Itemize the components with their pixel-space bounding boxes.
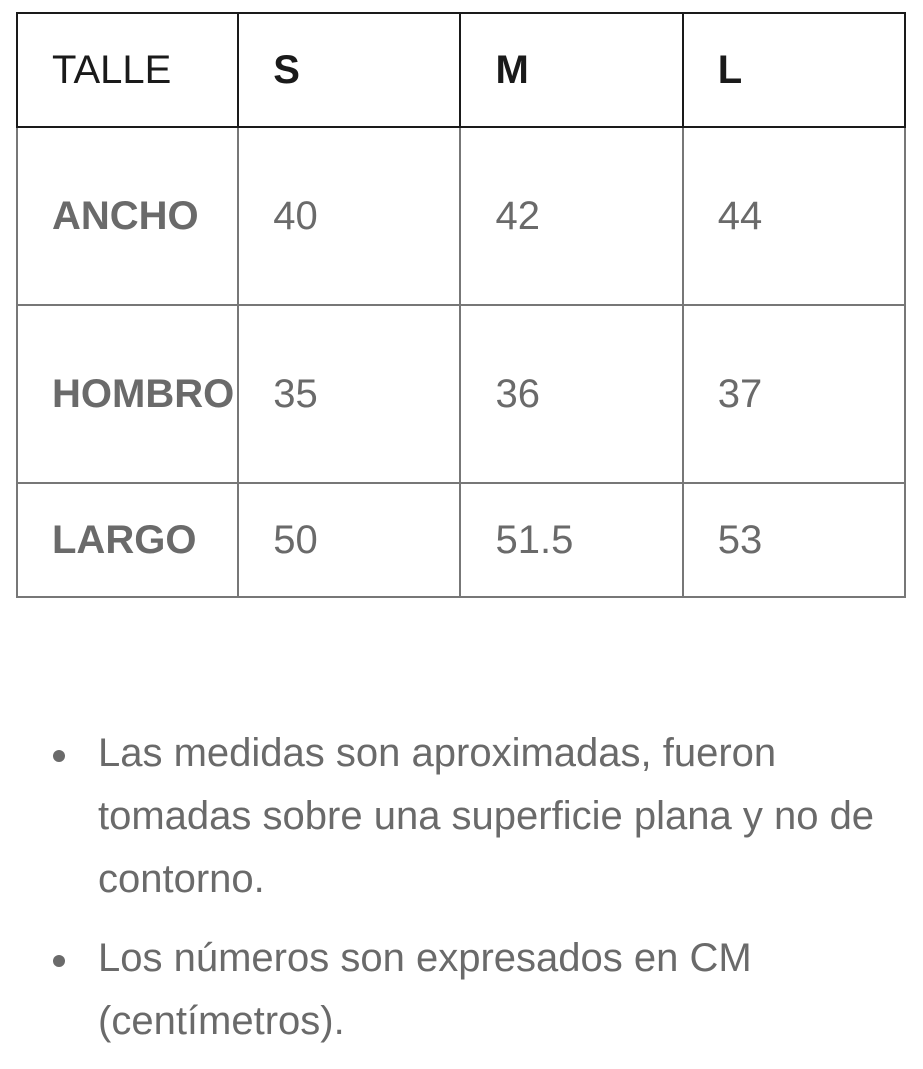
cell-largo-m: 51.5: [460, 483, 682, 597]
row-label-hombro: HOMBRO: [17, 305, 238, 483]
table-row-hombro: [17, 305, 905, 483]
cell-ancho-m: 42: [460, 127, 682, 305]
cell-ancho-l: 44: [683, 127, 905, 305]
list-item: [50, 722, 890, 911]
header-size-m: M: [460, 13, 682, 127]
table-row-ancho: [17, 127, 905, 305]
table-row-largo: [17, 483, 905, 597]
bullet-icon: [53, 750, 65, 762]
header-talle: TALLE: [17, 13, 238, 127]
cell-hombro-m: 36: [460, 305, 682, 483]
cell-ancho-s: 40: [238, 127, 460, 305]
cell-hombro-s: 35: [238, 305, 460, 483]
table-header-row: [17, 13, 905, 127]
size-table: [16, 12, 906, 598]
cell-largo-s: 50: [238, 483, 460, 597]
header-size-l: L: [683, 13, 905, 127]
bullet-icon: [53, 955, 65, 967]
row-label-ancho: ANCHO: [17, 127, 238, 305]
notes-list: [50, 722, 890, 1069]
cell-hombro-l: 37: [683, 305, 905, 483]
cell-largo-l: 53: [683, 483, 905, 597]
row-label-largo: LARGO: [17, 483, 238, 597]
header-size-s: S: [238, 13, 460, 127]
list-item: [50, 927, 890, 1053]
note-text: Los números son expresados en CM (centímetros).: [98, 936, 752, 1043]
note-text: Las medidas son aproximadas, fueron tomadas sobre una superficie plana y no de contorno.: [98, 731, 875, 901]
